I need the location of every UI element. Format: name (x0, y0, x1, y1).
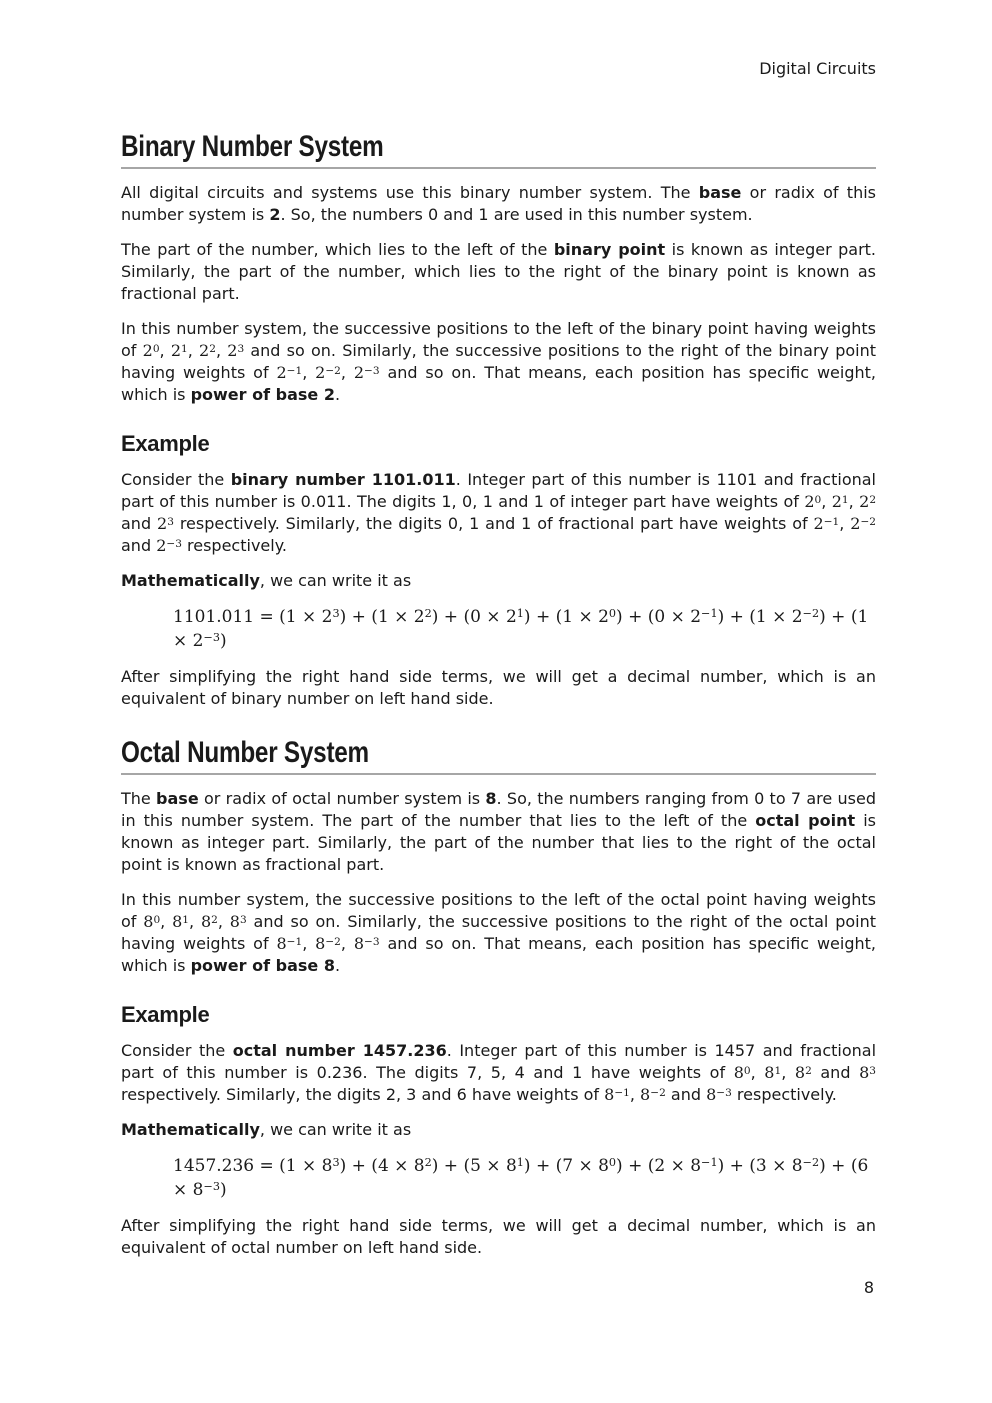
text-run: , (302, 363, 316, 382)
superscript: −1 (701, 607, 718, 621)
text-run: , (159, 341, 171, 360)
text-run: 8 (604, 1085, 615, 1104)
text-run: , (187, 341, 200, 360)
superscript: 2 (424, 1156, 432, 1170)
superscript: −1 (614, 1086, 630, 1099)
superscript: 0 (152, 342, 160, 355)
binary-closing-paragraph (121, 666, 876, 710)
page-number: 8 (863, 1278, 874, 1297)
superscript: 1 (774, 1064, 782, 1077)
binary-section-title-text: Binary Number System (121, 130, 384, 163)
superscript: 2 (209, 342, 216, 355)
text-run: 2 (804, 492, 815, 511)
text-run: 1457.236 = (1 × 8 (173, 1156, 333, 1176)
superscript: 2 (211, 913, 218, 926)
octal-closing-paragraph (121, 1215, 876, 1259)
octal-section-title-text: Octal Number System (121, 736, 369, 769)
text-run: power of base 2 (190, 385, 335, 404)
text-run: respectively. (181, 536, 287, 555)
superscript: 3 (167, 515, 174, 528)
superscript: 0 (153, 913, 161, 926)
text-run: ) + (0 × 2 (616, 607, 702, 627)
text-run: 8 (485, 789, 497, 808)
text-run: . (334, 956, 341, 975)
superscript: −2 (650, 1086, 666, 1099)
text-run: ) (220, 1180, 227, 1200)
text-run: , (340, 934, 354, 953)
text-run: , (160, 912, 173, 931)
text-run: respectively. Similarly, the digits 2, 3 and 6 have weights of (121, 1085, 605, 1104)
text-run: or radix of octal number system is (198, 789, 486, 808)
superscript: 3 (237, 342, 245, 355)
text-run: 2 (199, 341, 210, 360)
superscript: −3 (364, 364, 380, 377)
text-run: ) + (1 × 2 (717, 607, 803, 627)
text-run: base (698, 183, 742, 202)
superscript: −2 (860, 515, 877, 528)
text-run: 8 (733, 1063, 744, 1082)
text-run: , (821, 492, 832, 511)
text-run: 2 (269, 205, 281, 224)
text-run: 8 (859, 1063, 870, 1082)
text-run: 1101.011 = (1 × 2 (173, 607, 333, 627)
superscript: −3 (364, 935, 380, 948)
superscript: −1 (823, 515, 840, 528)
text-run: 8 (794, 1063, 806, 1082)
text-run: . So, the numbers ranging from 0 to 7 are used in this number system. The part of the number that lies to the left of the (121, 789, 877, 830)
text-run: . (334, 385, 341, 404)
text-run: binary number 1101.011 (230, 470, 456, 489)
text-run: ) + (3 × 8 (717, 1156, 803, 1176)
text-run: octal number 1457.236 (232, 1041, 447, 1060)
text-run: In this number system, the successive positions to the left of the binary point having weights of (121, 319, 876, 360)
superscript: 0 (743, 1064, 751, 1077)
text-run: . So, the numbers 0 and 1 are used in this number system. (280, 205, 753, 224)
text-run: . Integer part of this number is 1101 and fractional part of this number is 0.011. The digits 1, 0, 1 and 1 of integer part have weights of (121, 470, 877, 511)
binary-example-title: Example (121, 431, 210, 456)
text-run: 2 (353, 363, 365, 382)
superscript: 3 (869, 1064, 876, 1077)
superscript: −3 (716, 1086, 732, 1099)
text-run: 8 (315, 934, 326, 953)
text-run: 2 (227, 341, 238, 360)
text-run: is known as integer part. Similarly, the part of the number that lies to the right of the octal point is known as fractional part. (121, 811, 876, 874)
section-octal (121, 738, 876, 1259)
superscript: 1 (182, 913, 190, 926)
text-run: ) + (0 × 2 (431, 607, 517, 627)
binary-heading-block (121, 132, 876, 169)
octal-example-paragraph (121, 1040, 876, 1106)
superscript: −1 (286, 364, 303, 377)
superscript: 3 (332, 1156, 340, 1170)
text-run: All digital circuits and systems use this binary number system. The (121, 183, 699, 202)
text-run: 2 (850, 514, 861, 533)
text-run: and (121, 536, 157, 555)
superscript: −3 (203, 1180, 221, 1194)
text-run: ) + (2 × 8 (616, 1156, 702, 1176)
superscript: −2 (802, 607, 820, 621)
text-run: Consider the (121, 1041, 233, 1060)
superscript: −1 (701, 1156, 718, 1170)
text-run: , (629, 1085, 641, 1104)
section-binary (121, 132, 876, 710)
text-run: 8 (640, 1085, 651, 1104)
binary-equation (121, 605, 876, 653)
text-run: 8 (706, 1085, 717, 1104)
text-run: 8 (143, 912, 154, 931)
text-run: , (848, 492, 860, 511)
superscript: 1 (516, 1156, 524, 1170)
text-run: . Integer part of this number is 1457 and fractional part of this number is 0.236. The digits 7, 5, 4 and 1 have weights of (121, 1041, 877, 1082)
text-run: and so on. That means, each position has specific weight, which is (121, 934, 876, 975)
text-run: , (340, 363, 354, 382)
superscript: 1 (841, 493, 849, 506)
text-run: octal point (755, 811, 856, 830)
superscript: 3 (332, 607, 340, 621)
binary-paragraph-1 (121, 182, 876, 226)
superscript: −2 (325, 364, 341, 377)
text-run: After simplifying the right hand side terms, we will get a decimal number, which is an equivalent of octal number on left hand side. (121, 1216, 876, 1257)
superscript: 0 (814, 493, 822, 506)
text-run: ) + (7 × 8 (523, 1156, 609, 1176)
text-run: and (811, 1063, 860, 1082)
text-run: respectively. (731, 1085, 837, 1104)
text-run: 8 (172, 912, 183, 931)
text-run: and so on. Similarly, the successive positions to the right of the octal point having weights of (121, 912, 877, 953)
binary-section-title (121, 132, 876, 162)
octal-example-title: Example (121, 1002, 210, 1027)
text-run: 2 (315, 363, 326, 382)
superscript: 1 (181, 342, 188, 355)
text-run: power of base 8 (190, 956, 335, 975)
text-run: 2 (859, 492, 870, 511)
text-run: The (121, 789, 157, 808)
superscript: 2 (424, 607, 432, 621)
text-run: , (215, 341, 228, 360)
text-run: and (121, 514, 158, 533)
superscript: −3 (203, 631, 221, 645)
octal-paragraph-2 (121, 889, 876, 977)
text-run: , (189, 912, 201, 931)
superscript: −3 (166, 537, 182, 550)
heading-rule (121, 167, 876, 169)
text-run: ) + (4 × 8 (339, 1156, 425, 1176)
text-run: base (156, 789, 199, 808)
superscript: −1 (286, 935, 303, 948)
text-run: , (217, 912, 230, 931)
text-run: ) + (1 × 2 (523, 607, 609, 627)
text-run: After simplifying the right hand side terms, we will get a decimal number, which is an equivalent of binary number on left hand side. (121, 667, 876, 708)
text-run: and so on. Similarly, the successive positions to the right of the binary point having weights of (121, 341, 877, 382)
text-run: Mathematically (121, 571, 260, 590)
binary-paragraph-3 (121, 318, 876, 406)
text-run: In this number system, the successive positions to the left of the octal point having weights of (121, 890, 876, 931)
text-run: 8 (229, 912, 240, 931)
text-run: 2 (156, 536, 167, 555)
text-run: Mathematically (121, 1120, 260, 1139)
text-run: , (302, 934, 316, 953)
text-run: 2 (831, 492, 842, 511)
superscript: 2 (869, 493, 877, 506)
text-run: 2 (276, 363, 287, 382)
octal-math-intro (121, 1119, 876, 1141)
octal-paragraph-1 (121, 788, 876, 876)
superscript: 3 (239, 913, 247, 926)
document-title: Digital Circuits (759, 59, 876, 78)
superscript: −2 (325, 935, 341, 948)
text-run: and (665, 1085, 707, 1104)
text-run: 2 (170, 341, 182, 360)
text-run: , we can write it as (259, 571, 412, 590)
text-run: ) + (6 × 8 (173, 1156, 869, 1200)
octal-section-title (121, 738, 876, 768)
text-run: 2 (157, 514, 168, 533)
text-run: 8 (353, 934, 365, 953)
text-run: 8 (764, 1063, 775, 1082)
text-run: or radix of this number system is (121, 183, 876, 224)
text-run: ) + (1 × 2 (339, 607, 425, 627)
text-run: Consider the (121, 470, 231, 489)
text-run: 2 (142, 341, 153, 360)
text-run: The part of the number, which lies to the left of the (121, 240, 554, 259)
text-run: , (839, 514, 851, 533)
text-run: ) + (1 × 2 (173, 607, 869, 651)
text-run: ) + (5 × 8 (431, 1156, 517, 1176)
text-run: binary point (553, 240, 666, 259)
superscript: −2 (802, 1156, 820, 1170)
text-run: and so on. That means, each position has specific weight, which is (121, 363, 876, 404)
binary-paragraph-2 (121, 239, 876, 305)
text-run: , we can write it as (259, 1120, 412, 1139)
octal-heading-block (121, 738, 876, 775)
text-run: is known as integer part. Similarly, the part of the number, which lies to the right of the binary point is known as fractional part. (121, 240, 877, 303)
text-run: ) (220, 631, 227, 651)
running-header (121, 58, 876, 80)
text-run: 8 (276, 934, 287, 953)
text-run: 2 (813, 514, 824, 533)
binary-math-intro (121, 570, 876, 592)
text-run: respectively. Similarly, the digits 0, 1 and 1 of fractional part have weights of (173, 514, 814, 533)
text-run: , (750, 1063, 765, 1082)
superscript: 0 (608, 1156, 617, 1170)
superscript: 0 (608, 607, 617, 621)
heading-rule (121, 773, 876, 775)
superscript: 2 (805, 1064, 812, 1077)
text-run: , (781, 1063, 795, 1082)
superscript: 1 (516, 607, 524, 621)
octal-equation (121, 1154, 876, 1202)
text-run: 8 (200, 912, 212, 931)
binary-example-paragraph (121, 469, 876, 557)
